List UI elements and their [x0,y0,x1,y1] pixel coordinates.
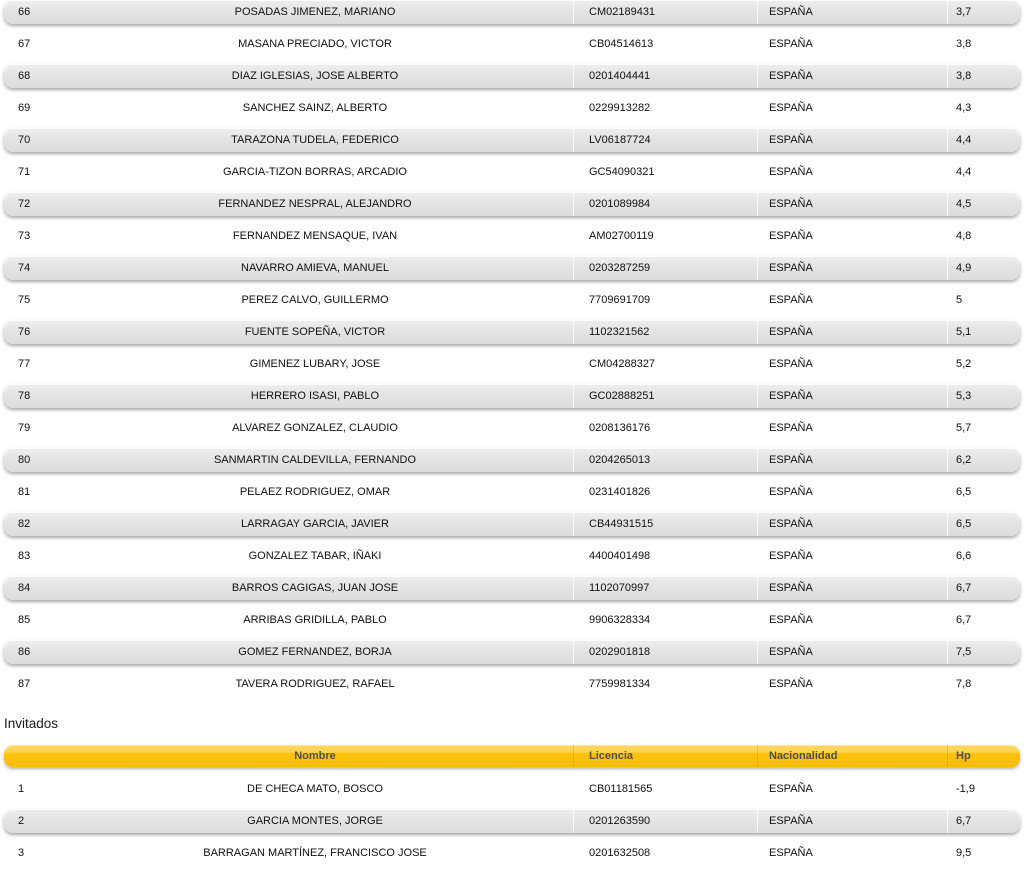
license-number: 0201089984 [573,192,757,216]
nationality: ESPAÑA [757,841,947,865]
license-number: CB04514613 [573,32,757,56]
handicap-value: 4,4 [947,160,1020,184]
row-position: 76 [18,326,31,338]
row-position: 2 [18,815,25,827]
handicap-value: 6,2 [947,448,1020,472]
player-name: GIMENEZ LUBARY, JOSE [249,358,381,370]
row-position: 80 [18,454,31,466]
license-number: GC02888251 [573,384,757,408]
header-nombre: Nombre [294,750,336,762]
row-position: 82 [18,518,31,530]
table-row [4,416,1020,440]
row-position: 78 [18,390,31,402]
player-name: TAVERA RODRIGUEZ, RAFAEL [235,678,395,690]
player-name: NAVARRO AMIEVA, MANUEL [241,262,389,274]
handicap-value: 3,7 [947,0,1020,24]
license-number: 1102070997 [573,576,757,600]
header-position [4,745,57,767]
player-name: BARROS CAGIGAS, JUAN JOSE [231,582,399,594]
row-position: 85 [18,614,31,626]
table-row [4,809,1020,833]
nationality: ESPAÑA [757,352,947,376]
nationality: ESPAÑA [757,160,947,184]
license-number: 0201263590 [573,809,757,833]
handicap-value: 9,5 [947,841,1020,865]
player-name: ALVAREZ GONZALEZ, CLAUDIO [232,422,398,434]
player-name: MASANA PRECIADO, VICTOR [238,38,392,50]
invitados-heading: Invitados [4,716,59,731]
handicap-value: 5,7 [947,416,1020,440]
handicap-value: 7,8 [947,672,1020,696]
license-number: 0229913282 [573,96,757,120]
header-licencia: Licencia [573,745,757,767]
row-position: 74 [18,262,31,274]
table-row [4,512,1020,536]
license-number: LV06187724 [573,128,757,152]
player-name: BARRAGAN MARTÍNEZ, FRANCISCO JOSE [203,847,427,859]
nationality: ESPAÑA [757,224,947,248]
license-number: 0201404441 [573,64,757,88]
invitados-table [4,745,1020,865]
nationality: ESPAÑA [757,256,947,280]
handicap-value: 6,5 [947,512,1020,536]
handicap-value: 4,5 [947,192,1020,216]
nationality: ESPAÑA [757,320,947,344]
table-row [4,480,1020,504]
nationality: ESPAÑA [757,777,947,801]
table-row [4,640,1020,664]
nationality: ESPAÑA [757,640,947,664]
license-number: CM02189431 [573,0,757,24]
table-row [4,288,1020,312]
handicap-value: 4,9 [947,256,1020,280]
nationality: ESPAÑA [757,32,947,56]
player-name: PEREZ CALVO, GUILLERMO [241,294,389,306]
nationality: ESPAÑA [757,672,947,696]
row-position: 79 [18,422,31,434]
player-name: DE CHECA MATO, BOSCO [247,783,383,795]
row-position: 77 [18,358,31,370]
license-number: CB01181565 [573,777,757,801]
table-row [4,0,1020,24]
handicap-value: 6,5 [947,480,1020,504]
license-number: 0231401826 [573,480,757,504]
player-name: LARRAGAY GARCIA, JAVIER [241,518,389,530]
nationality: ESPAÑA [757,608,947,632]
license-number: 0208136176 [573,416,757,440]
nationality: ESPAÑA [757,576,947,600]
license-number: 7709691709 [573,288,757,312]
player-name: HERRERO ISASI, PABLO [250,390,380,402]
row-position: 68 [18,70,31,82]
table-row [4,841,1020,865]
handicap-value: 5,2 [947,352,1020,376]
table-row [4,777,1020,801]
nationality: ESPAÑA [757,448,947,472]
license-number: 0201632508 [573,841,757,865]
header-hp: Hp [947,745,1020,767]
nationality: ESPAÑA [757,480,947,504]
table-row [4,224,1020,248]
license-number: CM04288327 [573,352,757,376]
row-position: 87 [18,678,31,690]
player-name: DIAZ IGLESIAS, JOSE ALBERTO [231,70,399,82]
table-row [4,64,1020,88]
license-number: 1102321562 [573,320,757,344]
table-row [4,192,1020,216]
table-row [4,128,1020,152]
player-name: GONZALEZ TABAR, IÑAKI [248,550,382,562]
table-header-row [4,745,1020,767]
license-number: 7759981334 [573,672,757,696]
table-row [4,320,1020,344]
handicap-value: 6,7 [947,809,1020,833]
player-name: TARAZONA TUDELA, FEDERICO [231,134,399,146]
player-name: ARRIBAS GRIDILLA, PABLO [243,614,387,626]
player-name: SANCHEZ SAINZ, ALBERTO [242,102,388,114]
handicap-value: -1,9 [947,777,1020,801]
handicap-value: 5 [947,288,1020,312]
handicap-value: 4,4 [947,128,1020,152]
player-name: POSADAS JIMENEZ, MARIANO [234,6,396,18]
handicap-value: 4,8 [947,224,1020,248]
player-name: GARCIA MONTES, JORGE [247,815,383,827]
player-name: PELAEZ RODRIGUEZ, OMAR [239,486,391,498]
row-position: 69 [18,102,31,114]
row-position: 70 [18,134,31,146]
license-number: GC54090321 [573,160,757,184]
nationality: ESPAÑA [757,809,947,833]
nationality: ESPAÑA [757,512,947,536]
nationality: ESPAÑA [757,128,947,152]
row-position: 75 [18,294,31,306]
row-position: 66 [18,6,31,18]
handicap-value: 6,7 [947,608,1020,632]
row-position: 83 [18,550,31,562]
handicap-value: 3,8 [947,32,1020,56]
row-position: 86 [18,646,31,658]
table-row [4,256,1020,280]
players-results-table [4,0,1020,696]
handicap-value: 3,8 [947,64,1020,88]
handicap-value: 4,3 [947,96,1020,120]
table-row [4,448,1020,472]
nationality: ESPAÑA [757,384,947,408]
player-name: FUENTE SOPEÑA, VICTOR [244,326,386,338]
table-row [4,160,1020,184]
table-row [4,672,1020,696]
nationality: ESPAÑA [757,64,947,88]
nationality: ESPAÑA [757,288,947,312]
nationality: ESPAÑA [757,192,947,216]
handicap-value: 5,1 [947,320,1020,344]
row-position: 84 [18,582,31,594]
table-row [4,96,1020,120]
license-number: 4400401498 [573,544,757,568]
handicap-value: 5,3 [947,384,1020,408]
nationality: ESPAÑA [757,96,947,120]
row-position: 67 [18,38,31,50]
player-name: SANMARTIN CALDEVILLA, FERNANDO [213,454,417,466]
table-row [4,608,1020,632]
license-number: CB44931515 [573,512,757,536]
table-row [4,576,1020,600]
table-row [4,352,1020,376]
row-position: 1 [18,783,25,795]
row-position: 73 [18,230,31,242]
row-position: 72 [18,198,31,210]
license-number: 9906328334 [573,608,757,632]
player-name: FERNANDEZ MENSAQUE, IVAN [232,230,398,242]
row-position: 3 [18,847,25,859]
player-name: GOMEZ FERNANDEZ, BORJA [238,646,392,658]
nationality: ESPAÑA [757,416,947,440]
nationality: ESPAÑA [757,0,947,24]
handicap-value: 6,7 [947,576,1020,600]
license-number: AM02700119 [573,224,757,248]
license-number: 0203287259 [573,256,757,280]
row-position: 81 [18,486,31,498]
table-row [4,544,1020,568]
header-nacionalidad: Nacionalidad [757,745,947,767]
license-number: 0202901818 [573,640,757,664]
row-position: 71 [18,166,31,178]
table-row [4,32,1020,56]
table-row [4,384,1020,408]
handicap-value: 6,6 [947,544,1020,568]
player-name: FERNANDEZ NESPRAL, ALEJANDRO [218,198,412,210]
license-number: 0204265013 [573,448,757,472]
nationality: ESPAÑA [757,544,947,568]
handicap-value: 7,5 [947,640,1020,664]
player-name: GARCIA-TIZON BORRAS, ARCADIO [223,166,407,178]
